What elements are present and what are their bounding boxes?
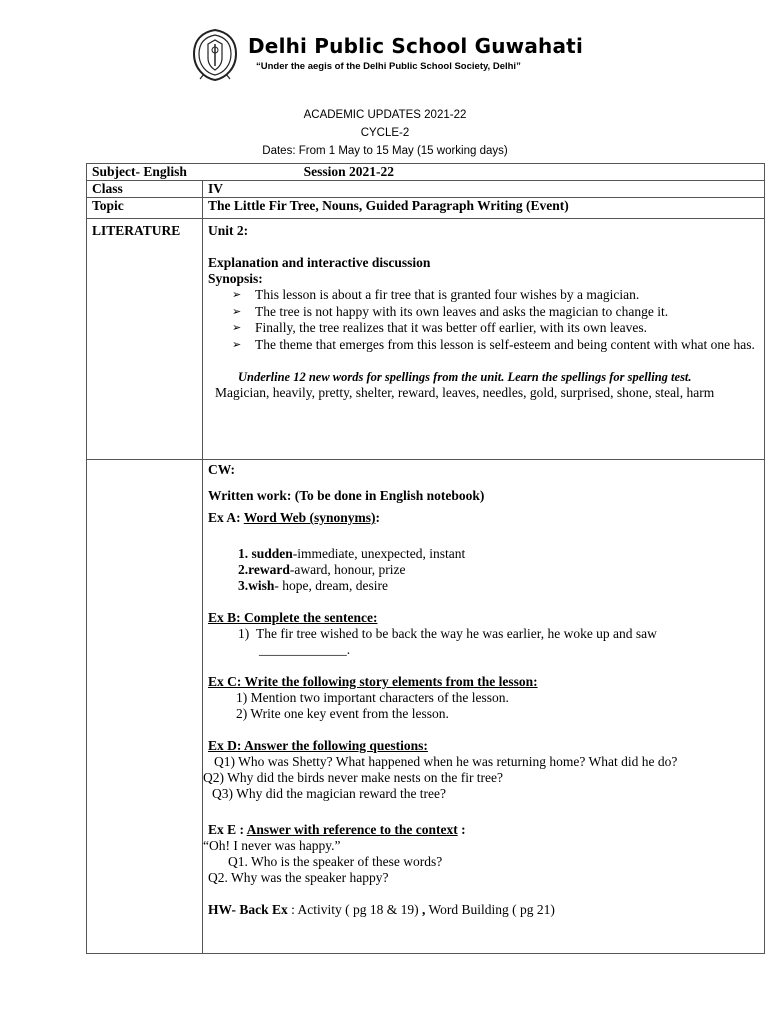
academic-updates-title: ACADEMIC UPDATES 2021-22 <box>303 109 467 121</box>
hw-line: HW- Back Ex : Activity ( pg 18 & 19) , Word Building ( pg 21) <box>208 902 555 917</box>
written-work-note: Written work: (To be done in English notebook) <box>208 488 485 503</box>
subject-row <box>87 164 765 181</box>
exE-item: Q2. Why was the speaker happy? <box>208 870 389 885</box>
exE-heading: Ex E : Answer with reference to the context : <box>208 822 466 837</box>
exD-item: Q2) Why did the birds never make nests on the fir tree? <box>203 770 504 785</box>
exE-item: Q1. Who is the speaker of these words? <box>228 854 443 869</box>
school-name: Delhi Public School Guwahati <box>248 34 583 58</box>
synopsis-item: ➢ The tree is not happy with its own leaves and asks the magician to change it. <box>232 304 759 321</box>
literature-content <box>203 219 765 460</box>
school-header <box>190 28 590 84</box>
explanation-heading: Explanation and interactive discussion <box>208 255 431 270</box>
exB-blank: _____________. <box>259 642 351 657</box>
updates-table <box>86 163 765 954</box>
exD-item: Q1) Who was Shetty? What happened when he was returning home? What did he do? <box>214 754 678 769</box>
exD-item: Q3) Why did the magician reward the tree? <box>212 786 447 801</box>
class-row <box>87 181 765 198</box>
exA-heading: Ex A: Word Web (synonyms): <box>208 510 381 525</box>
subject-label: Subject- English <box>92 164 187 179</box>
dps-crest-icon <box>190 28 240 82</box>
exC-item: 1) Mention two important characters of the lesson. <box>236 690 509 705</box>
exC-heading: Ex C: Write the following story elements from the lesson: <box>208 674 538 689</box>
topic-row <box>87 198 765 219</box>
synopsis-heading: Synopsis: <box>208 271 263 286</box>
session-label: Session 2021-22 <box>303 164 395 179</box>
topic-label: Topic <box>87 198 203 219</box>
cw-row <box>87 460 765 954</box>
spelling-words: Magician, heavily, pretty, shelter, reward, leaves, needles, gold, surprised, shone, steal, harm <box>215 385 715 400</box>
synopsis-item: ➢ Finally, the tree realizes that it was better off earlier, with its own leaves. <box>232 320 759 337</box>
class-value: IV <box>203 181 765 198</box>
unit-heading: Unit 2: <box>208 223 249 238</box>
exA-item: 3.wish- hope, dream, desire <box>238 578 388 593</box>
exB-heading: Ex B: Complete the sentence: <box>208 610 378 625</box>
exD-heading: Ex D: Answer the following questions: <box>208 738 428 753</box>
underline-instruction: Underline 12 new words for spellings from the unit. Learn the spellings for spelling test. <box>238 370 692 384</box>
topic-value: The Little Fir Tree, Nouns, Guided Paragraph Writing (Event) <box>203 198 765 219</box>
synopsis-item: ➢ This lesson is about a fir tree that is granted four wishes by a magician. <box>232 287 759 304</box>
school-tagline: “Under the aegis of the Delhi Public School Society, Delhi” <box>256 61 521 72</box>
exE-quote: “Oh! I never was happy.” <box>203 838 341 853</box>
exA-item: 1. sudden-immediate, unexpected, instant <box>238 546 466 561</box>
dates-line: Dates: From 1 May to 15 May (15 working days) <box>262 145 508 157</box>
cw-content <box>203 460 765 954</box>
class-label: Class <box>87 181 203 198</box>
synopsis-item: ➢ The theme that emerges from this lesson is self-esteem and being content with what one has. <box>232 337 759 354</box>
cycle-title: CYCLE-2 <box>360 127 410 139</box>
literature-row <box>87 219 765 460</box>
exC-item: 2) Write one key event from the lesson. <box>236 706 449 721</box>
cw-heading: CW: <box>208 462 235 477</box>
exB-item: 1) The fir tree wished to be back the way he was earlier, he woke up and saw <box>238 626 657 641</box>
exA-item: 2.reward-award, honour, prize <box>238 562 406 577</box>
literature-label: LITERATURE <box>87 219 203 460</box>
synopsis-list <box>208 287 759 353</box>
